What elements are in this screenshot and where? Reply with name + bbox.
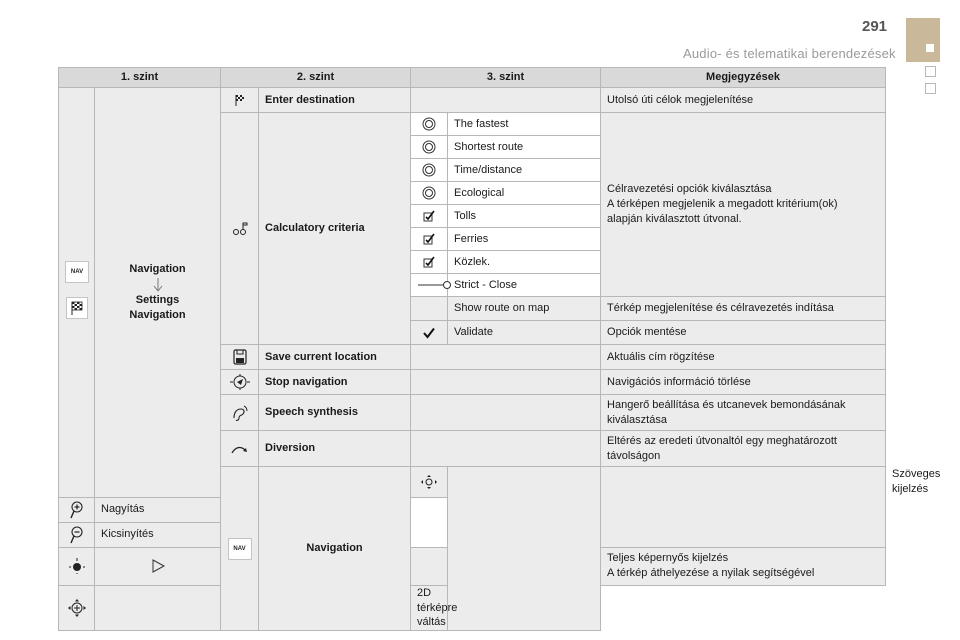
nav-badge: NAV <box>65 261 89 283</box>
calculatory-note-line: Célravezetési opciók kiválasztása <box>607 183 772 196</box>
checkbox-icon-cell <box>411 251 448 274</box>
diversion-label: Diversion <box>259 431 411 467</box>
speech-synthesis-icon-cell <box>221 395 259 431</box>
level1-cell <box>59 88 95 498</box>
zoom-in-note: Nagyítás <box>95 497 221 522</box>
level2-navigation: Navigation <box>129 262 186 275</box>
zoom-out-icon-cell <box>59 522 95 547</box>
diversion-icon <box>230 443 250 455</box>
zoom-out-icon[interactable] <box>70 526 84 544</box>
option-tolls[interactable]: Tolls <box>448 205 601 228</box>
radio-icon-cell <box>411 159 448 182</box>
arrow-down-icon <box>153 278 163 292</box>
show-route-label[interactable]: Show route on map <box>448 297 601 321</box>
option-time-distance[interactable]: Time/distance <box>448 159 601 182</box>
option-ecological[interactable]: Ecological <box>448 182 601 205</box>
calculatory-note <box>601 113 886 297</box>
save-location-level3 <box>411 345 601 370</box>
page-header: Audio- és telematikai berendezések <box>683 46 896 61</box>
fullscreen-icon-cell <box>59 547 95 585</box>
hand-move-icon <box>67 557 87 575</box>
calculatory-icon-cell <box>221 113 259 345</box>
stop-navigation-label: Stop navigation <box>259 370 411 395</box>
validate-note: Opciók mentése <box>601 321 886 345</box>
speech-synthesis-note <box>601 395 886 431</box>
move-arrows-icon <box>421 475 437 489</box>
checkbox-icon[interactable] <box>423 233 435 245</box>
play-icon-cell <box>95 547 221 585</box>
save-location-note: Aktuális cím rögzítése <box>601 345 886 370</box>
enter-destination-icon-cell <box>221 88 259 113</box>
diversion-icon-cell <box>221 431 259 467</box>
play-icon[interactable] <box>150 558 166 574</box>
slider-icon[interactable] <box>417 280 453 290</box>
column-header-level2: 2. szint <box>221 68 411 88</box>
fullscreen-note-line: A térkép áthelyezése a nyilak segítségével <box>607 567 815 580</box>
radio-icon[interactable] <box>422 117 436 131</box>
section2-level3-blank <box>601 467 886 548</box>
zoom-out-note: Kicsinyítés <box>95 522 221 547</box>
speech-synthesis-note-line: Hangerő beállítása és utcanevek bemondásának <box>607 398 846 411</box>
speech-icon <box>231 404 249 422</box>
checkbox-icon-cell <box>411 205 448 228</box>
table-row <box>59 88 886 113</box>
option-strict-close[interactable]: Strict - Close <box>448 274 601 297</box>
checkbox-icon-cell <box>411 228 448 251</box>
enter-destination-note: Utolsó úti célok megjelenítése <box>601 88 886 113</box>
speech-synthesis-note-line: kiválasztása <box>607 413 667 426</box>
stop-navigation-note: Navigációs információ törlése <box>601 370 886 395</box>
flag-icon <box>66 297 88 319</box>
checkmark-icon[interactable] <box>423 327 435 339</box>
diversion-note-line: távolságon <box>607 449 661 462</box>
table-header-row <box>59 68 886 88</box>
level2-navigation: Navigation <box>306 542 363 555</box>
radio-icon-cell <box>411 136 448 159</box>
map-2d-icon-cell <box>59 585 95 631</box>
option-kozlek[interactable]: Közlek. <box>448 251 601 274</box>
calculatory-note-line: A térképen megjelenik a megadott kritérium(ok) <box>607 198 838 211</box>
map-2d-level3-blank <box>95 585 259 631</box>
speech-synthesis-label: Speech synthesis <box>259 395 411 431</box>
column-header-notes: Megjegyzések <box>601 68 886 88</box>
save-location-label: Save current location <box>259 345 411 370</box>
level2-settings: Settings <box>135 293 180 306</box>
option-fastest[interactable]: The fastest <box>448 113 601 136</box>
stop-navigation-icon-cell <box>221 370 259 395</box>
chapter-mark <box>926 44 934 52</box>
show-route-icon-cell <box>411 297 448 321</box>
fullscreen-note <box>601 547 886 585</box>
route-options-icon <box>231 221 249 237</box>
enter-destination-label: Enter destination <box>259 88 411 113</box>
column-header-level3: 3. szint <box>411 68 601 88</box>
chapter-tab-box-2 <box>925 83 936 94</box>
validate-icon-cell <box>411 321 448 345</box>
zoom-in-icon[interactable] <box>70 501 84 519</box>
radio-icon[interactable] <box>422 163 436 177</box>
radio-icon[interactable] <box>422 186 436 200</box>
stop-navigation-level3 <box>411 370 601 395</box>
show-route-note: Térkép megjelenítése és célravezetés indítása <box>601 297 886 321</box>
save-location-icon-cell <box>221 345 259 370</box>
level2-cell <box>95 88 221 498</box>
map-2d-icon[interactable] <box>67 599 87 617</box>
validate-label[interactable]: Validate <box>448 321 601 345</box>
page-number: 291 <box>862 18 888 35</box>
level2-navigation-sub: Navigation <box>129 308 186 321</box>
chapter-tab <box>906 18 940 62</box>
slider-icon-cell <box>411 274 448 297</box>
radio-icon-cell <box>411 182 448 205</box>
level2-cell <box>259 467 411 631</box>
option-ferries[interactable]: Ferries <box>448 228 601 251</box>
text-display-icon-cell <box>411 467 448 498</box>
diversion-note <box>601 431 886 467</box>
column-header-level1: 1. szint <box>59 68 221 88</box>
speech-synthesis-level3 <box>411 395 601 431</box>
radio-icon[interactable] <box>422 140 436 154</box>
stop-navigation-icon <box>229 373 251 391</box>
checkbox-icon[interactable] <box>423 256 435 268</box>
zoom-in-icon-cell <box>59 497 95 522</box>
map-2d-note: 2D térképre váltás <box>411 585 448 631</box>
diversion-level3 <box>411 431 601 467</box>
menu-table <box>58 67 941 631</box>
chapter-tab-box-1 <box>925 66 936 77</box>
enter-destination-level3 <box>411 88 601 113</box>
diversion-note-line: Eltérés az eredeti útvonaltól egy meghatározott <box>607 434 837 447</box>
nav-badge: NAV <box>228 538 252 560</box>
calculatory-criteria-label: Calculatory criteria <box>259 113 411 345</box>
table-row: NAV Navigation Szöveges kijelzés <box>59 467 886 498</box>
calculatory-note-line: alapján kiválasztott útvonal. <box>607 212 742 225</box>
fullscreen-note-line: Teljes képernyős kijelzés <box>607 552 729 565</box>
option-shortest-route[interactable]: Shortest route <box>448 136 601 159</box>
flag-icon <box>233 93 247 107</box>
checkbox-icon[interactable] <box>423 210 435 222</box>
save-icon <box>232 349 248 365</box>
radio-icon-cell <box>411 113 448 136</box>
section2-level2-blank <box>448 467 601 631</box>
fullscreen-level3-blank <box>411 547 448 585</box>
